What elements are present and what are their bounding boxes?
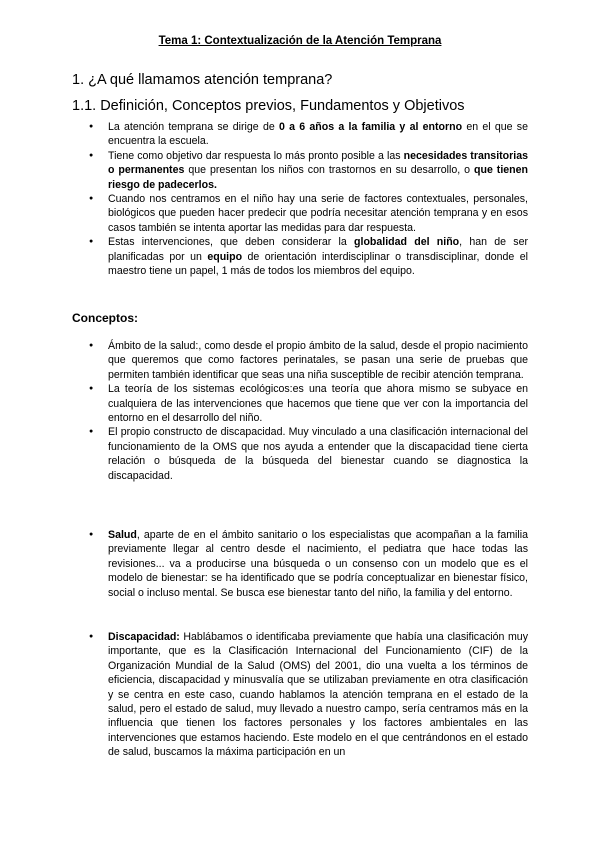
conceptos-heading: Conceptos:: [72, 311, 138, 325]
section-heading-1-1: 1.1. Definición, Conceptos previos, Fundamentos y Objetivos: [72, 98, 465, 114]
salud-bullet-list: [72, 528, 528, 600]
list-item: ● La teoría de los sistemas ecológicos:es una teoría que ahora mismo se subyace en cualquiera de las intervenciones que hacemos que tiene que ver con la importancia del entorno en el desarrollo del niño.: [72, 382, 528, 425]
document-title: Tema 1: Contextualización de la Atención Temprana: [158, 35, 442, 47]
list-item: ● Tiene como objetivo dar respuesta lo más pronto posible a las necesidades transitorias o permanentes que presentan los niños con trastornos en su desarrollo, o que tienen riesgo de padecerlos.: [72, 149, 528, 192]
list-item: ● Salud, aparte de en el ámbito sanitario o los especialistas que acompañan a la familia previamente llegar al centro desde el nacimiento, el pediatra que hace todas las revisiones... va a producirse una búsqueda o un consenso con un modelo que es el modelo de bienestar: se ha identificado que se podría conceptualizar en bienestar físico, social o incluso mental. Se busca ese bienestar tanto del niño, la familia y del entorno.: [72, 528, 528, 600]
list-item: ● La atención temprana se dirige de 0 a 6 años a la familia y al entorno en el que se encuentra la escuela.: [72, 120, 528, 149]
discapacidad-label: Discapacidad:: [108, 631, 180, 643]
list-item: ● Ámbito de la salud:, como desde el propio ámbito de la salud, desde el propio nacimiento que queremos que como factores perinatales, se pasan una serie de pruebas que permiten también identificar que seas una niña susceptible de recibir atención temprana.: [72, 339, 528, 382]
list-item: ● Cuando nos centramos en el niño hay una serie de factores contextuales, personales, biológicos que pueden hacer predecir que podría necesitar atención temprana y en esos casos también se intenta aportar las medidas para dar respuesta.: [72, 192, 528, 235]
discapacidad-bullet-list: [72, 630, 528, 760]
conceptos-bullet-list: [72, 339, 528, 483]
section-heading-1: 1. ¿A qué llamamos atención temprana?: [72, 72, 333, 88]
salud-label: Salud: [108, 529, 137, 541]
list-item: ● Discapacidad: Hablábamos o identificaba previamente que había una clasificación muy importante, que es la Clasificación Internacional del Funcionamiento (CIF) de la Organización Mundial de la Salud (OMS) del 2001, dio una vuelta a los términos de eficiencia, discapacidad y minusvalía que se utilizaban previamente en otra clasificación y se centra en este caso, cuando hablamos la atención temprana en el estado de la salud, pero el estado de salud, muy llevado a nuestro campo, sería centramos más en la influencia que tienen los factores personales y los factores ambientales en las intervenciones que estamos haciendo. Este modelo en el que centrándonos en el estado de salud, buscamos la máxima participación en un: [72, 630, 528, 760]
list-item: ● Estas intervenciones, que deben considerar la globalidad del niño, han de ser planificadas por un equipo de orientación interdisciplinar o transdisciplinar, donde el maestro tiene un papel, 1 más de todos los miembros del equipo.: [72, 235, 528, 278]
list-item: ● El propio constructo de discapacidad. Muy vinculado a una clasificación internacional del funcionamiento de la OMS que nos ayuda a entender que la discapacidad tiene cierta relación o búsqueda de la búsqueda del bienestar cuando se diagnostica la discapacidad.: [72, 425, 528, 483]
intro-bullet-list: [72, 120, 528, 278]
